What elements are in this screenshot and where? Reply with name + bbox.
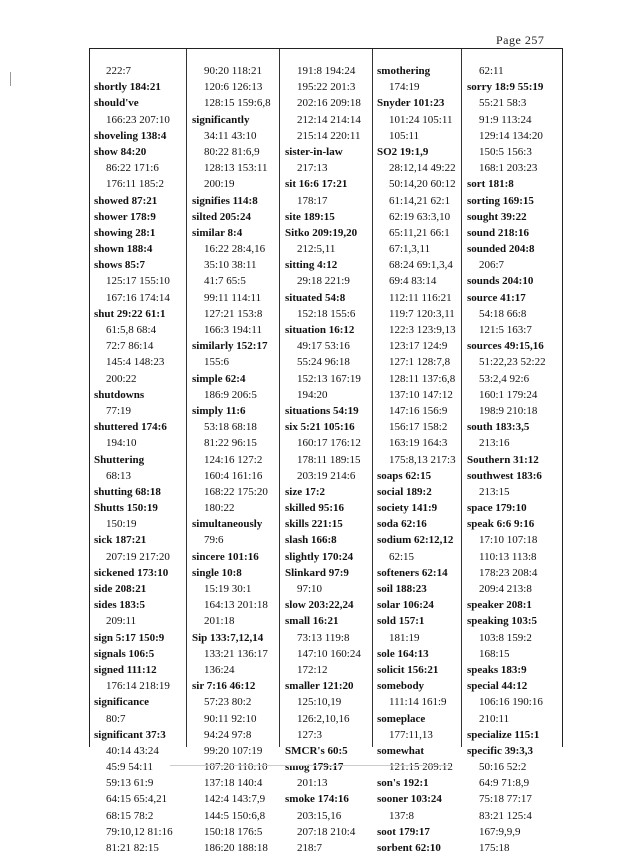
index-reference-line: 64:15 65:4,21: [106, 793, 168, 806]
index-reference-line: 81:21 82:15: [106, 842, 159, 854]
index-reference-line: 201:18: [204, 615, 235, 628]
index-headword-line: sincere 101:16: [192, 550, 259, 563]
index-headword-line: somewhat: [377, 744, 425, 757]
index-reference-line: 175:18: [479, 842, 510, 854]
index-headword-line: shutting 68:18: [94, 485, 161, 498]
index-headword-line: showed 87:21: [94, 194, 158, 207]
index-reference-line: 75:18 77:17: [479, 793, 532, 806]
index-reference-line: 45:9 54:11: [106, 761, 153, 774]
index-reference-line: 77:19: [106, 404, 132, 417]
index-reference-line: 64:9 71:8,9: [479, 777, 530, 790]
index-reference-line: 55:24 96:18: [297, 356, 350, 369]
index-headword-line: sign 5:17 150:9: [94, 631, 165, 644]
index-headword-line: signed 111:12: [94, 663, 157, 676]
index-reference-line: 207:18 210:4: [297, 825, 356, 838]
index-reference-line: 147:16 156:9: [389, 404, 448, 417]
index-reference-line: 178:11 189:15: [297, 453, 361, 466]
index-reference-line: 218:7: [297, 842, 323, 854]
index-reference-line: 17:10 107:18: [479, 534, 538, 547]
index-reference-line: 111:14 161:9: [389, 696, 447, 709]
index-reference-line: 80:7: [106, 712, 126, 725]
index-column-1: [94, 49, 186, 854]
index-headword-line: situations 54:19: [285, 404, 359, 417]
index-headword-line: special 44:12: [467, 680, 528, 693]
index-reference-line: 99:11 114:11: [204, 291, 262, 304]
index-headword-line: somebody: [377, 680, 425, 693]
index-headword-line: significant 37:3: [94, 728, 166, 741]
index-reference-line: 67:1,3,11: [389, 243, 431, 256]
index-reference-line: 137:8: [389, 809, 415, 822]
index-headword-line: source 41:17: [467, 291, 526, 304]
index-headword-line: significance: [94, 696, 149, 709]
index-headword-line: Sitko 209:19,20: [285, 226, 358, 239]
index-column-2: [186, 49, 278, 854]
index-reference-line: 35:10 38:11: [204, 259, 257, 272]
index-reference-line: 167:9,9,9: [479, 825, 521, 838]
index-headword-line: slightly 170:24: [285, 550, 354, 563]
index-headword-line: sitting 4:12: [285, 259, 338, 272]
index-reference-line: 222:7: [106, 65, 132, 77]
index-headword-line: shown 188:4: [94, 243, 153, 256]
index-reference-line: 122:3 123:9,13: [389, 324, 456, 336]
index-reference-line: 137:10 147:12: [389, 388, 453, 401]
index-reference-line: 62:11: [479, 65, 504, 77]
index-reference-line: 127:1 128:7,8: [389, 356, 451, 369]
index-headword-line: slow 203:22,24: [285, 599, 354, 612]
index-reference-line: 123:17 124:9: [389, 340, 448, 353]
index-headword-line: society 141:9: [377, 502, 438, 515]
index-headword-line: shows 85:7: [94, 259, 146, 272]
index-reference-line: 34:11 43:10: [204, 129, 257, 142]
index-headword-line: sides 183:5: [94, 599, 146, 612]
index-reference-line: 150:5 156:3: [479, 145, 532, 158]
index-reference-line: 90:11 92:10: [204, 712, 257, 725]
index-reference-line: 178:17: [297, 194, 328, 207]
index-reference-line: 57:23 80:2: [204, 696, 252, 709]
index-reference-line: 215:14 220:11: [297, 129, 361, 142]
index-headword-line: soot 179:17: [377, 825, 430, 838]
index-reference-line: 160:4 161:16: [204, 469, 263, 482]
index-reference-line: 152:18 155:6: [297, 307, 356, 320]
margin-mark: [10, 72, 17, 86]
index-reference-line: 72:7 86:14: [106, 340, 154, 353]
index-reference-line: 206:7: [479, 259, 505, 272]
index-reference-line: 180:22: [204, 502, 235, 515]
index-headword-line: similar 8:4: [192, 226, 243, 239]
index-reference-line: 168:15: [479, 647, 510, 660]
index-headword-line: shutdowns: [94, 388, 145, 401]
index-reference-line: 69:4 83:14: [389, 275, 437, 288]
index-headword-line: solar 106:24: [377, 599, 434, 612]
index-reference-line: 150:19: [106, 518, 137, 531]
index-reference-line: 176:11 185:2: [106, 178, 164, 191]
index-headword-line: solicit 156:21: [377, 663, 439, 676]
index-reference-line: 28:12,14 49:22: [389, 162, 456, 175]
index-reference-line: 195:22 201:3: [297, 81, 356, 94]
index-column-4: [372, 49, 460, 854]
index-reference-line: 160:1 179:24: [479, 388, 538, 401]
index-reference-line: 212:5,11: [297, 243, 336, 256]
bottom-rule: [170, 765, 450, 766]
index-reference-line: 50:14,20 60:12: [389, 178, 456, 191]
index-reference-line: 79:10,12 81:16: [106, 825, 173, 838]
index-headword-line: soil 188:23: [377, 583, 427, 595]
index-headword-line: sources 49:15,16: [467, 340, 544, 353]
index-reference-line: 167:16 174:14: [106, 291, 170, 304]
index-reference-line: 68:24 69:1,3,4: [389, 259, 453, 272]
index-headword-line: SO2 19:1,9: [377, 145, 429, 158]
index-reference-line: 176:14 218:19: [106, 680, 170, 693]
index-reference-line: 61:5,8 68:4: [106, 324, 157, 336]
index-reference-line: 112:11 116:21: [389, 291, 452, 304]
index-headword-line: SMCR's 60:5: [285, 744, 348, 757]
index-headword-line: sorbent 62:10: [377, 842, 441, 854]
index-reference-line: 99:20 107:19: [204, 744, 263, 757]
index-headword-line: smoke 174:16: [285, 793, 349, 806]
index-reference-line: 166:3 194:11: [204, 324, 262, 336]
index-reference-line: 127:3: [297, 728, 323, 741]
index-headword-line: small 16:21: [285, 615, 339, 628]
index-reference-line: 142:4 143:7,9: [204, 793, 266, 806]
index-reference-line: 156:17 158:2: [389, 421, 448, 434]
index-headword-line: Southern 31:12: [467, 453, 539, 466]
index-reference-line: 210:11: [479, 712, 510, 725]
index-reference-line: 106:16 190:16: [479, 696, 543, 709]
index-reference-line: 202:16 209:18: [297, 97, 361, 110]
index-reference-line: 191:8 194:24: [297, 65, 356, 77]
index-reference-line: 168:22 175:20: [204, 485, 268, 498]
index-headword-line: shoveling 138:4: [94, 129, 167, 142]
index-headword-line: should've: [94, 97, 139, 110]
index-headword-line: silted 205:24: [192, 210, 251, 223]
index-reference-line: 68:13: [106, 469, 132, 482]
index-reference-line: 126:2,10,16: [297, 712, 350, 725]
index-headword-line: side 208:21: [94, 583, 147, 595]
index-headword-line: sorry 18:9 55:19: [467, 81, 544, 94]
index-reference-line: 90:20 118:21: [204, 65, 262, 77]
index-headword-line: significantly: [192, 113, 250, 126]
index-reference-line: 80:22 81:6,9: [204, 145, 260, 158]
index-headword-line: simply 11:6: [192, 404, 246, 417]
index-reference-line: 121:5 163:7: [479, 324, 532, 336]
index-headword-line: sodium 62:12,12: [377, 534, 454, 547]
index-headword-line: sorting 169:15: [467, 194, 534, 207]
index-headword-line: smog 179:17: [285, 761, 344, 774]
index-headword-line: sickened 173:10: [94, 566, 169, 579]
index-reference-line: 61:14,21 62:1: [389, 194, 451, 207]
index-reference-line: 110:13 113:8: [479, 550, 537, 563]
index-headword-line: signals 106:5: [94, 647, 155, 660]
index-reference-line: 128:13 153:11: [204, 162, 268, 175]
index-headword-line: smaller 121:20: [285, 680, 354, 693]
index-reference-line: 105:11: [389, 129, 420, 142]
index-reference-line: 103:8 159:2: [479, 631, 532, 644]
index-reference-line: 168:1 203:23: [479, 162, 538, 175]
index-reference-line: 101:24 105:11: [389, 113, 453, 126]
index-headword-line: show 84:20: [94, 145, 147, 158]
index-headword-line: shut 29:22 61:1: [94, 307, 166, 320]
index-headword-line: sole 164:13: [377, 647, 429, 660]
index-headword-line: space 179:10: [467, 502, 527, 515]
index-reference-line: 177:11,13: [389, 728, 433, 741]
index-headword-line: six 5:21 105:16: [285, 421, 355, 434]
index-reference-line: 178:23 208:4: [479, 566, 538, 579]
index-headword-line: size 17:2: [285, 485, 326, 498]
index-headword-line: soda 62:16: [377, 518, 427, 531]
index-reference-line: 40:14 43:24: [106, 744, 159, 757]
index-reference-line: 133:21 136:17: [204, 647, 268, 660]
index-headword-line: Snyder 101:23: [377, 97, 445, 110]
index-reference-line: 181:19: [389, 631, 420, 644]
index-reference-line: 200:22: [106, 372, 137, 385]
index-headword-line: speak 6:6 9:16: [467, 518, 535, 531]
index-reference-line: 213:15: [479, 485, 510, 498]
index-reference-line: 81:22 96:15: [204, 437, 257, 450]
page-number-label: Page 257: [496, 33, 545, 47]
index-reference-line: 150:18 176:5: [204, 825, 263, 838]
index-headword-line: simple 62:4: [192, 372, 246, 385]
index-reference-line: 62:15: [389, 550, 415, 563]
index-reference-line: 51:22,23 52:22: [479, 356, 546, 369]
index-headword-line: soaps 62:15: [377, 469, 432, 482]
index-headword-line: situated 54:8: [285, 291, 346, 304]
index-headword-line: sooner 103:24: [377, 793, 442, 806]
index-headword-line: social 189:2: [377, 485, 432, 498]
index-reference-line: 53:2,4 92:6: [479, 372, 530, 385]
index-reference-line: 65:11,21 66:1: [389, 226, 450, 239]
index-headword-line: sir 7:16 46:12: [192, 680, 256, 693]
index-headword-line: Slinkard 97:9: [285, 566, 349, 579]
index-headword-line: sounded 204:8: [467, 243, 535, 256]
index-reference-line: 207:19 217:20: [106, 550, 170, 563]
index-reference-line: 209:4 213:8: [479, 583, 532, 595]
index-reference-line: 194:10: [106, 437, 137, 450]
index-reference-line: 175:8,13 217:3: [389, 453, 456, 466]
index-reference-line: 59:13 61:9: [106, 777, 154, 790]
index-headword-line: site 189:15: [285, 210, 335, 223]
index-headword-line: speaking 103:5: [467, 615, 537, 628]
index-reference-line: 203:15,16: [297, 809, 342, 822]
index-reference-line: 144:5 150:6,8: [204, 809, 266, 822]
index-reference-line: 41:7 65:5: [204, 275, 246, 288]
index-reference-line: 160:17 176:12: [297, 437, 361, 450]
index-reference-line: 200:19: [204, 178, 235, 191]
index-headword-line: smothering: [377, 65, 431, 77]
index-headword-line: sister-in-law: [285, 145, 343, 158]
index-headword-line: sold 157:1: [377, 615, 425, 628]
index-reference-line: 152:13 167:19: [297, 372, 361, 385]
index-reference-line: 212:14 214:14: [297, 113, 361, 126]
index-headword-line: softeners 62:14: [377, 566, 448, 579]
index-headword-line: sit 16:6 17:21: [285, 178, 348, 191]
index-reference-line: 163:19 164:3: [389, 437, 448, 450]
index-reference-line: 186:20 188:18: [204, 842, 268, 854]
index-reference-line: 119:7 120:3,11: [389, 307, 455, 320]
index-column-5: [461, 49, 559, 854]
index-reference-line: 94:24 97:8: [204, 728, 252, 741]
index-reference-line: 137:18 140:4: [204, 777, 263, 790]
index-reference-line: 125:17 155:10: [106, 275, 170, 288]
index-reference-line: 68:15 78:2: [106, 809, 154, 822]
index-headword-line: shortly 184:21: [94, 81, 161, 94]
index-reference-line: 120:6 126:13: [204, 81, 263, 94]
index-reference-line: 125:10,19: [297, 696, 342, 709]
index-reference-line: 209:11: [106, 615, 137, 628]
index-reference-line: 49:17 53:16: [297, 340, 350, 353]
index-reference-line: 53:18 68:18: [204, 421, 257, 434]
index-reference-line: 97:10: [297, 583, 323, 595]
index-column-3: [279, 49, 371, 854]
index-reference-line: 147:10 160:24: [297, 647, 361, 660]
index-headword-line: southwest 183:6: [467, 469, 542, 482]
index-reference-line: 107:20 110:10: [204, 761, 268, 774]
index-reference-line: 121:15 209:12: [389, 761, 453, 774]
index-headword-line: shower 178:9: [94, 210, 156, 223]
index-reference-line: 172:12: [297, 663, 328, 676]
index-reference-line: 166:23 207:10: [106, 113, 170, 126]
index-headword-line: signifies 114:8: [192, 194, 258, 207]
index-headword-line: son's 192:1: [377, 777, 429, 790]
index-reference-line: 203:19 214:6: [297, 469, 356, 482]
index-reference-line: 217:13: [297, 162, 328, 175]
index-reference-line: 127:21 153:8: [204, 307, 263, 320]
index-headword-line: Sip 133:7,12,14: [192, 631, 264, 644]
index-reference-line: 15:19 30:1: [204, 583, 252, 595]
index-headword-line: situation 16:12: [285, 324, 355, 336]
index-headword-line: simultaneously: [192, 518, 263, 531]
index-reference-line: 16:22 28:4,16: [204, 243, 266, 256]
index-reference-line: 198:9 210:18: [479, 404, 538, 417]
index-headword-line: Shutts 150:19: [94, 502, 158, 515]
index-reference-line: 136:24: [204, 663, 235, 676]
index-reference-line: 155:6: [204, 356, 230, 369]
index-reference-line: 91:9 113:24: [479, 113, 532, 126]
index-headword-line: specific 39:3,3: [467, 744, 533, 757]
index-reference-line: 194:20: [297, 388, 328, 401]
index-headword-line: sort 181:8: [467, 178, 514, 191]
index-headword-line: showing 28:1: [94, 226, 156, 239]
index-headword-line: single 10:8: [192, 566, 242, 579]
index-reference-line: 128:15 159:6,8: [204, 97, 271, 110]
index-reference-line: 55:21 58:3: [479, 97, 527, 110]
index-reference-line: 174:19: [389, 81, 420, 94]
index-headword-line: slash 166:8: [285, 534, 337, 547]
index-reference-line: 201:13: [297, 777, 328, 790]
index-headword-line: sick 187:21: [94, 534, 147, 547]
index-headword-line: similarly 152:17: [192, 340, 268, 353]
index-headword-line: skilled 95:16: [285, 502, 344, 515]
index-reference-line: 29:18 221:9: [297, 275, 350, 288]
index-frame: [89, 48, 563, 854]
index-headword-line: skills 221:15: [285, 518, 343, 531]
index-headword-line: south 183:3,5: [467, 421, 530, 434]
index-reference-line: 62:19 63:3,10: [389, 210, 451, 223]
index-reference-line: 73:13 119:8: [297, 631, 350, 644]
index-reference-line: 54:18 66:8: [479, 307, 527, 320]
index-reference-line: 186:9 206:5: [204, 388, 257, 401]
index-headword-line: shuttered 174:6: [94, 421, 167, 434]
index-headword-line: someplace: [377, 712, 426, 725]
index-headword-line: specialize 115:1: [467, 728, 540, 741]
index-headword-line: sound 218:16: [467, 226, 530, 239]
index-reference-line: 145:4 148:23: [106, 356, 165, 369]
index-reference-line: 83:21 125:4: [479, 809, 532, 822]
index-headword-line: speaker 208:1: [467, 599, 532, 612]
index-reference-line: 129:14 134:20: [479, 129, 543, 142]
index-headword-line: speaks 183:9: [467, 663, 527, 676]
index-reference-line: 50:16 52:2: [479, 761, 527, 774]
index-headword-line: sought 39:22: [467, 210, 527, 223]
index-reference-line: 213:16: [479, 437, 510, 450]
index-reference-line: 164:13 201:18: [204, 599, 268, 612]
index-reference-line: 86:22 171:6: [106, 162, 159, 175]
index-reference-line: 79:6: [204, 534, 224, 547]
index-reference-line: 124:16 127:2: [204, 453, 263, 466]
index-headword-line: sounds 204:10: [467, 275, 534, 288]
index-reference-line: 128:11 137:6,8: [389, 372, 456, 385]
index-headword-line: Shuttering: [94, 453, 145, 466]
